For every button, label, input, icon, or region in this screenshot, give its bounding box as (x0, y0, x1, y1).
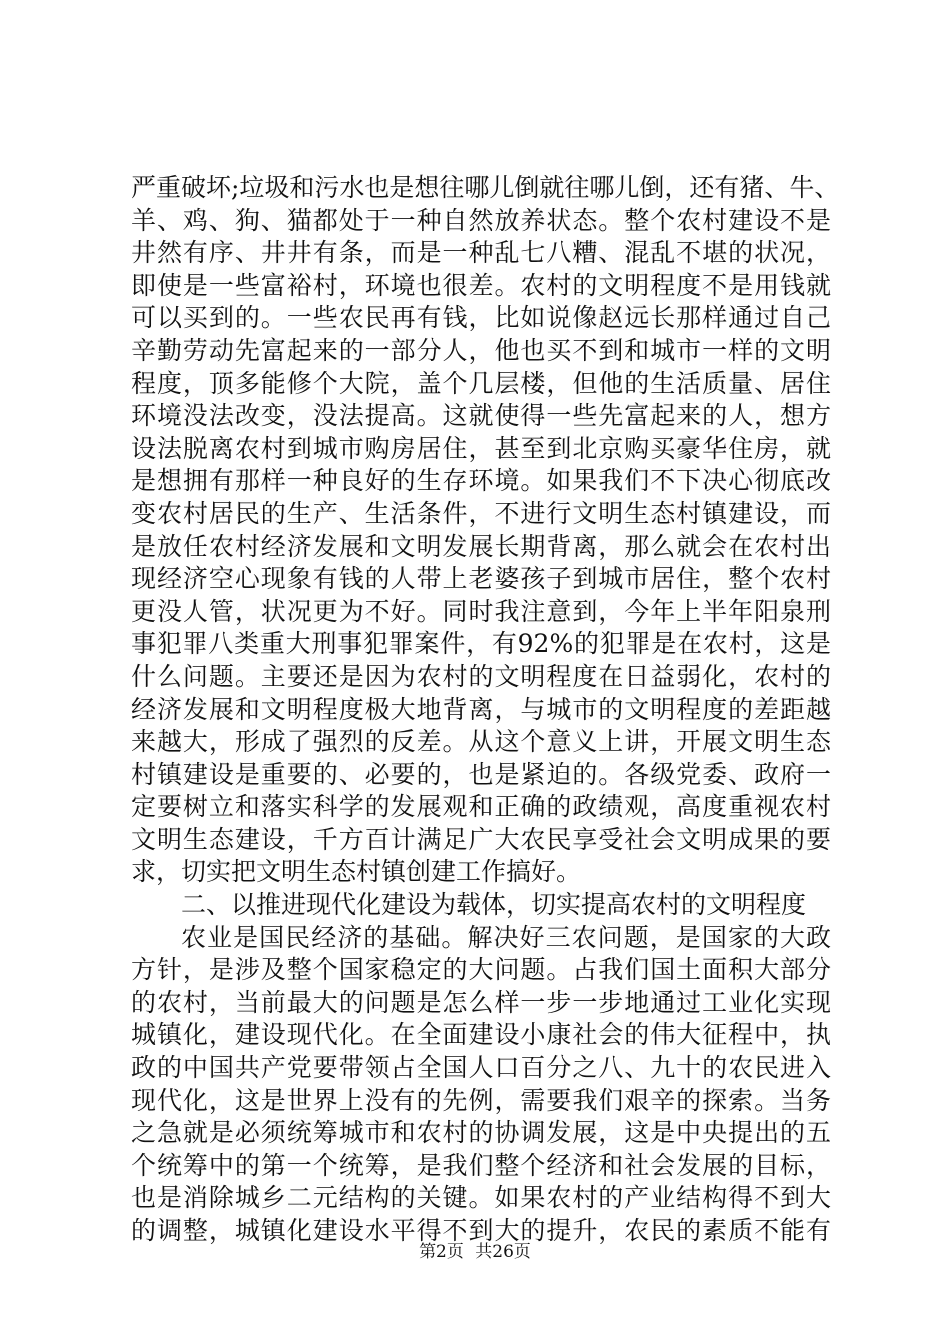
page-number: 第2页 (419, 1242, 464, 1262)
text-line: 可以买到的。一些农民再有钱，比如说像赵远长那样通过自己 (131, 303, 831, 333)
text-line: 经济发展和文明程度极大地背离，与城市的文明程度的差距越 (131, 694, 831, 724)
text-line: 即使是一些富裕村，环境也很差。农村的文明程度不是用钱就 (131, 270, 831, 300)
page-total: 共26页 (475, 1242, 531, 1262)
paragraph-last-line: 求，切实把文明生态村镇创建工作搞好。 (131, 857, 582, 887)
text-line: 是放任农村经济发展和文明发展长期背离，那么就会在农村出 (131, 531, 831, 561)
text-line: 文明生态建设，千方百计满足广大农民享受社会文明成果的要 (131, 824, 831, 854)
text-line: 的调整，城镇化建设水平得不到大的提升，农民的素质不能有 (131, 1216, 831, 1245)
section-heading: 二、以推进现代化建设为载体，切实提高农村的文明程度 (181, 890, 807, 920)
text-line: 设法脱离农村到城市购房居住，甚至到北京购买豪华住房，就 (131, 433, 831, 463)
text-line: 事犯罪八类重大刑事犯罪案件，有92%的犯罪是在农村，这是 (131, 629, 831, 659)
text-line: 之急就是必须统筹城市和农村的协调发展，这是中央提出的五 (131, 1118, 831, 1148)
text-line: 辛勤劳动先富起来的一部分人，他也买不到和城市一样的文明 (131, 335, 831, 365)
document-body (131, 172, 840, 1248)
text-line: 定要树立和落实科学的发展观和正确的政绩观，高度重视农村 (131, 792, 831, 822)
text-line: 是想拥有那样一种良好的生存环境。如果我们不下决心彻底改 (131, 466, 831, 496)
text-line: 来越大，形成了强烈的反差。从这个意义上讲，开展文明生态 (131, 727, 831, 757)
text-line: 现经济空心现象有钱的人带上老婆孩子到城市居住，整个农村 (131, 564, 831, 594)
text-line: 更没人管，状况更为不好。同时我注意到，今年上半年阳泉刑 (131, 596, 831, 626)
text-line: 的农村，当前最大的问题是怎么样一步一步地通过工业化实现 (131, 987, 831, 1017)
text-line: 现代化，这是世界上没有的先例，需要我们艰辛的探索。当务 (131, 1085, 831, 1115)
paragraph-first-line: 农业是国民经济的基础。解决好三农问题，是国家的大政 (181, 922, 831, 952)
text-line: 也是消除城乡二元结构的关键。如果农村的产业结构得不到大 (131, 1183, 831, 1213)
page-footer (0, 1242, 950, 1262)
text-line: 方针，是涉及整个国家稳定的大问题。占我们国土面积大部分 (131, 955, 831, 985)
text-line: 什么问题。主要还是因为农村的文明程度在日益弱化，农村的 (131, 661, 831, 691)
text-line: 政的中国共产党要带领占全国人口百分之八、九十的农民进入 (131, 1053, 831, 1083)
text-line: 羊、鸡、狗、猫都处于一种自然放养状态。整个农村建设不是 (131, 205, 831, 235)
text-line: 程度，顶多能修个大院，盖个几层楼，但他的生活质量、居住 (131, 368, 831, 398)
text-line: 村镇建设是重要的、必要的，也是紧迫的。各级党委、政府一 (131, 759, 831, 789)
text-line: 城镇化，建设现代化。在全面建设小康社会的伟大征程中，执 (131, 1020, 831, 1050)
text-line: 环境没法改变，没法提高。这就使得一些先富起来的人，想方 (131, 401, 831, 431)
text-line: 个统筹中的第一个统筹，是我们整个经济和社会发展的目标， (131, 1150, 831, 1180)
text-line: 严重破坏;垃圾和污水也是想往哪儿倒就往哪儿倒，还有猪、牛、 (131, 173, 840, 202)
text-line: 变农村居民的生产、生活条件，不进行文明生态村镇建设，而 (131, 498, 831, 528)
text-line: 井然有序、井井有条，而是一种乱七八糟、混乱不堪的状况， (131, 238, 831, 268)
